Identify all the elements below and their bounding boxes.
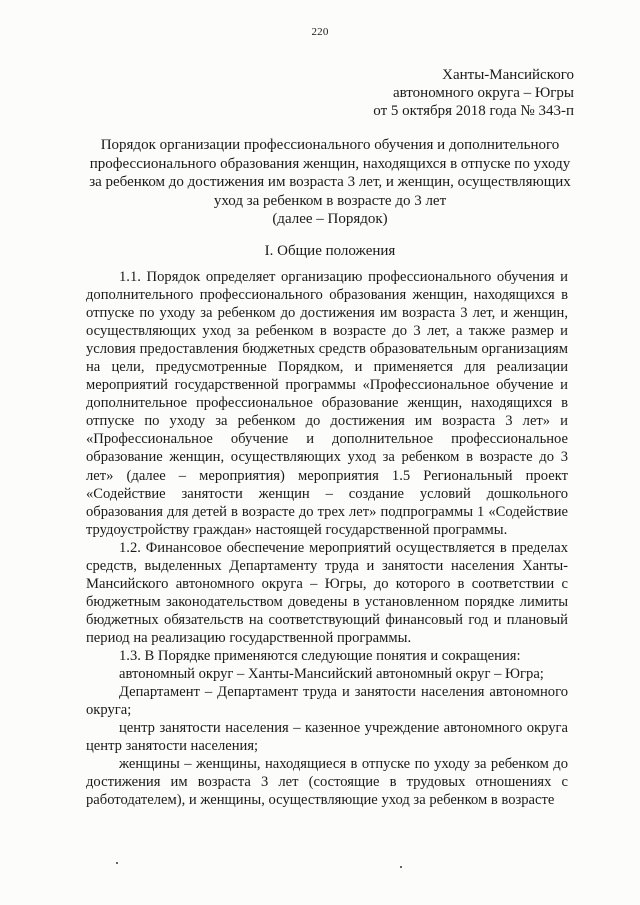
definition-employment-center: центр занятости населения – казенное учреждение автономного округа центр занятости населения; xyxy=(86,720,568,755)
paragraph-1-1: 1.1. Порядок определяет организацию профессионального обучения и дополнительного профессионального образования женщин, находящихся в отпуске по уходу за ребенком до достижения им возраста 3 лет, и женщин, осуществляющих уход за ребенком в возрасте до 3 лет, а также размер и условия предоставления бюджетных средств образовательным организациям на цели, предусмотренные Порядком, и применяется для реализации мероприятий государственной программы «Профессиональное обучение и дополнительное профессиональное образование женщин, находящихся в отпуске по уходу за ребенком до достижения им возраста 3 лет» и «Профессиональное обучение и дополнительное профессиональное образование женщин, осуществляющих уход за ребенком в возрасте до 3 лет» (далее – мероприятия) мероприятия 1.5 Региональный проект «Содействие занятости женщин – создание условий дошкольного образования для детей в возрасте до трех лет» подпрограммы 1 «Содействие трудоустройству граждан» настоящей государственной программы. xyxy=(86,269,568,538)
paragraph-1-3: 1.3. В Порядке применяются следующие понятия и сокращения: xyxy=(119,647,521,664)
header-line-region: Ханты-Мансийского xyxy=(442,67,574,83)
definition-department: Департамент – Департамент труда и занятости населения автономного округа; xyxy=(86,684,568,719)
document-title xyxy=(86,136,574,229)
title-line-4: уход за ребенком в возрасте до 3 лет xyxy=(213,192,447,209)
document-body xyxy=(86,268,568,809)
definition-women: женщины – женщины, находящиеся в отпуске по уходу за ребенком до достижения им возраста 3 лет (состоящие в трудовых отношениях с работодателем), и женщины, осуществляющие уход за ребенком в возрасте xyxy=(86,756,568,809)
title-line-3: за ребенком до достижения им возраста 3 лет, и женщин, осуществляющих xyxy=(89,174,571,191)
header-line-okrug: автономного округа – Югры xyxy=(392,85,574,101)
definition-okrug: автономный округ – Ханты-Мансийский автономный округ – Югра; xyxy=(119,666,544,683)
title-line-2: профессионального образования женщин, находящихся в отпуске по уходу xyxy=(89,155,571,172)
section-heading: I. Общие положения xyxy=(264,243,396,259)
paragraph-1-2: 1.2. Финансовое обеспечение мероприятий осуществляется в пределах средств, выделенных Департаменту труда и занятости населения Ханты-Мансийского автономного округа – Югры, до которого в соответствии с бюджетным законодательством доведены в установленном порядке лимиты бюджетных обязательств на соответствующий финансовый год и плановый период на реализацию государственной программы. xyxy=(86,539,568,646)
header-line-date: от 5 октября 2018 года № 343-п xyxy=(373,103,574,119)
document-header xyxy=(373,66,574,120)
page-number: 220 xyxy=(311,26,329,38)
scan-speck xyxy=(400,866,402,868)
title-line-5: (далее – Порядок) xyxy=(272,211,388,228)
scan-speck xyxy=(116,862,118,864)
title-line-1: Порядок организации профессионального обучения и дополнительного xyxy=(100,137,560,153)
